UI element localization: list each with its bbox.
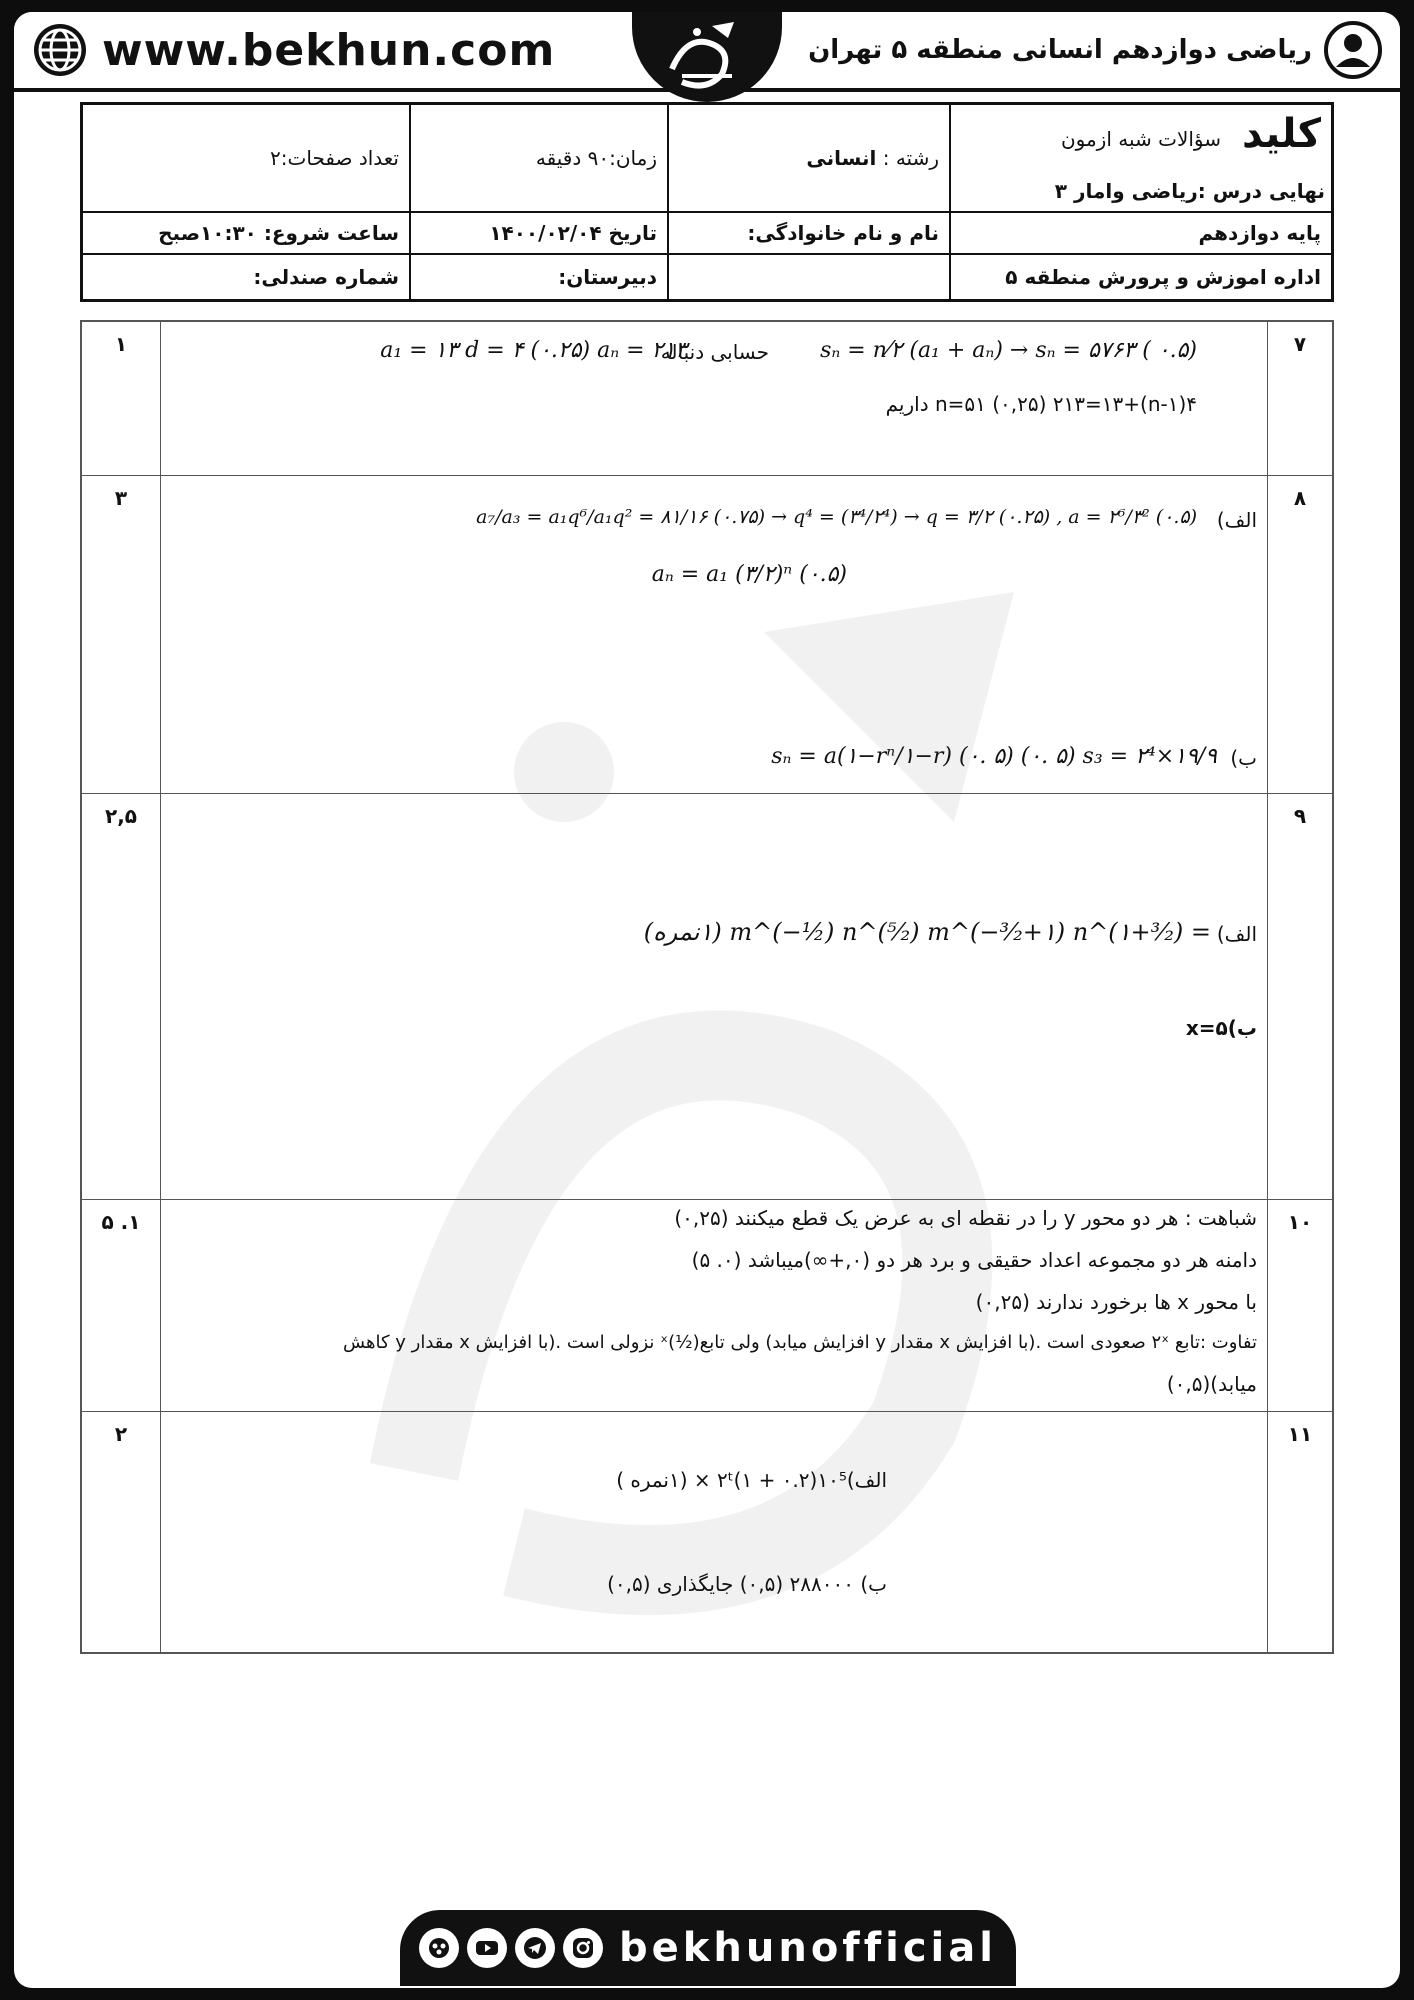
answer-line: میابد)(۰,۵) (1166, 1371, 1257, 1396)
top-banner (14, 12, 1400, 92)
answer-line: aₙ = a₁ (۳/۲)ⁿ (۰.۵) (651, 561, 847, 587)
answer-line: a₁ = ۱۳ d = ۴ (۰.۲۵) aₙ = ۲۱۳ (380, 338, 687, 363)
social-handle[interactable]: bekhunofficial (619, 1925, 997, 1971)
youtube-icon[interactable] (467, 1928, 507, 1968)
social-bar (400, 1910, 1016, 1986)
question-score: ۳ (81, 475, 161, 793)
answer-line: ب)x=۵ (1185, 1015, 1257, 1040)
answer-line: تفاوت :تابع ۲ˣ صعودی است .(با افزایش x مقدار y افزایش میابد) ولی تابع(½)ˣ نزولی است .(با افزایش x مقدار y کاهش (343, 1331, 1257, 1353)
exam-title-cell (950, 104, 1333, 213)
header-title-text: ریاضی دوازدهم انسانی منطقه ۵ تهران (808, 35, 1312, 65)
social-icons (419, 1928, 603, 1968)
telegram-icon[interactable] (515, 1928, 555, 1968)
question-number: ۱۰ (1268, 1199, 1334, 1411)
answer-line: ب) (1230, 745, 1257, 770)
student-name-label: نام و نام خانوادگی: (668, 212, 950, 254)
answers-table (80, 320, 1334, 1654)
chatbot-icon[interactable] (419, 1928, 459, 1968)
teacher-label: دبیرستان: (410, 254, 668, 301)
answer-line: sₙ = n⁄۲ (a₁ + aₙ) → sₙ = ۵۷۶۳ ( ۰.۵) (820, 338, 1197, 363)
field-value: انسانی (806, 146, 877, 170)
question-score: ۲,۵ (81, 793, 161, 1199)
exam-date: تاریخ ۱۴۰۰/۰۲/۰۴ (410, 212, 668, 254)
answer-line: ب) ۲۸۸۰۰۰ (۰,۵) جایگذاری (۰,۵) (607, 1571, 887, 1596)
page (14, 12, 1400, 1988)
page-count: تعداد صفحات:۲ (82, 104, 411, 213)
answer-line: الف) (1216, 921, 1257, 946)
globe-icon (32, 22, 88, 78)
exam-subtitle: سؤالات شبه ازمون (1060, 127, 1221, 151)
site-link[interactable] (32, 22, 555, 78)
question-number: ۹ (1268, 793, 1334, 1199)
course-name: نهایی درس :ریاضی وامار ۳ (1054, 179, 1325, 203)
question-score: ۱. ۵ (81, 1199, 161, 1411)
answer-line: a₇/a₃ = a₁q⁶/a₁q² = ۸۱/۱۶ (۰.۷۵) → q⁴ = (۳⁴/۲⁴) → q = ۳/۲ (۰.۲۵) , a = ۲⁶/۳² (۰.۵) (476, 505, 1197, 528)
question-score: ۲ (81, 1411, 161, 1653)
field-cell (668, 104, 950, 213)
user-icon (1324, 21, 1382, 79)
answer-row (81, 1411, 1333, 1653)
answer-row (81, 475, 1333, 793)
answer-line: حسابی دنباله (660, 340, 769, 364)
answer-line: الف) (1216, 507, 1257, 532)
grade-level: پایه دوازدهم (950, 212, 1333, 254)
start-time: ساعت شروع: ۱۰:۳۰صبح (82, 212, 411, 254)
education-office: اداره اموزش و پرورش منطقه ۵ (950, 254, 1333, 301)
exam-info-table (80, 102, 1334, 302)
field-label: رشته : (882, 146, 939, 170)
exam-time: زمان:۹۰ دقیقه (410, 104, 668, 213)
answer-row (81, 793, 1333, 1199)
question-number: ۱۱ (1268, 1411, 1334, 1653)
answer-row (81, 1199, 1333, 1411)
site-url[interactable]: www.bekhun.com (102, 24, 556, 76)
answer-line: sₙ = a(۱−rⁿ/۱−r) (۰. ۵) (۰. ۵) s₃ = ۲⁴×۱۹/۹ (771, 743, 1217, 769)
answer-line: با محور x ها برخورد ندارند (۰,۲۵) (975, 1289, 1257, 1314)
answer-body (161, 321, 1268, 475)
bekhun-logo (632, 12, 782, 102)
answer-body (161, 475, 1268, 793)
question-score: ۱ (81, 321, 161, 475)
instagram-icon[interactable] (563, 1928, 603, 1968)
page-header-title (808, 22, 1382, 78)
answer-line: n=۵۱ (۰,۲۵) ۲۱۳=۱۳+(n-۱)۴ داریم (885, 392, 1197, 416)
answer-body (161, 1411, 1268, 1653)
question-number: ۸ (1268, 475, 1334, 793)
answer-line: = m^(−½) n^(⁵⁄₂) m^(−³⁄₂+۱) n^(۱+³⁄₂) (۱نمره) (643, 917, 1211, 946)
question-number: ۷ (1268, 321, 1334, 475)
answer-line: دامنه هر دو مجموعه اعداد حقیقی و برد هر دو (۰,+∞)میباشد (۰. ۵) (691, 1247, 1257, 1272)
empty-cell (668, 254, 950, 301)
seat-number-label: شماره صندلی: (82, 254, 411, 301)
answer-row (81, 321, 1333, 475)
answer-body (161, 793, 1268, 1199)
answer-line: شباهت : هر دو محور y را در نقطه ای به عرض یک قطع میکنند (۰,۲۵) (674, 1205, 1257, 1230)
answer-body (161, 1199, 1268, 1411)
answer-key-label: کلید (1241, 111, 1321, 157)
answer-line: الف)۲ᵗ(۱ + ۰.۲)۱۰⁵ × (۱نمره ) (616, 1467, 887, 1492)
